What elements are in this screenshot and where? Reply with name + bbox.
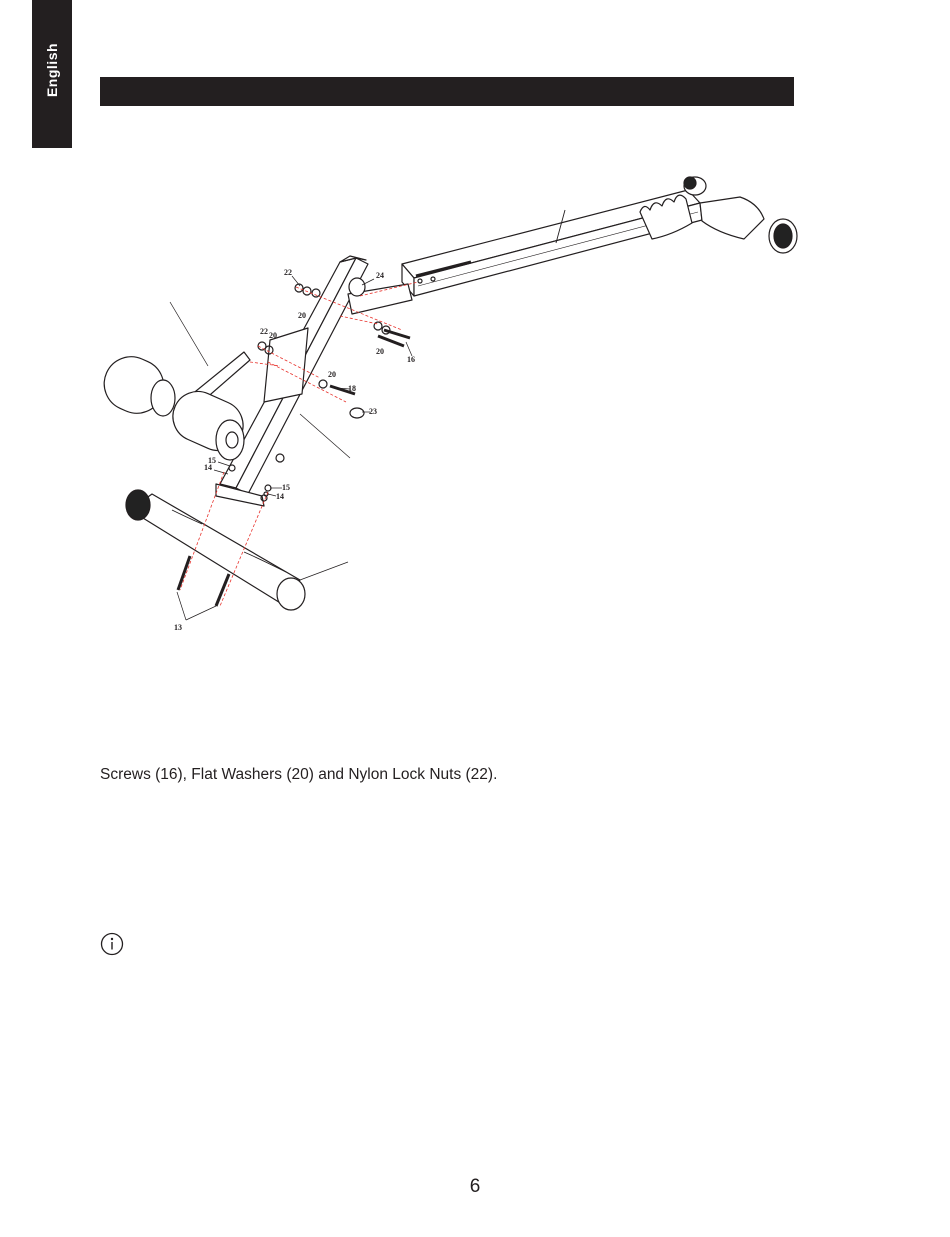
part-label: 20: [269, 331, 277, 340]
part-label: 16: [407, 355, 415, 364]
part-label: 13: [174, 623, 182, 632]
instruction-text: Screws (16), Flat Washers (20) and Nylon Lock Nuts (22).: [100, 766, 498, 783]
part-label: 20: [328, 370, 336, 379]
part-label: 23: [369, 407, 377, 416]
base-tube: [126, 490, 305, 610]
upright-post: [216, 256, 412, 506]
part-label: 15: [208, 456, 216, 465]
language-tab: [32, 0, 72, 148]
page-number: 6: [469, 1176, 481, 1197]
part-label: 20: [298, 311, 306, 320]
assembly-diagram: [90, 160, 820, 650]
part-label: 14: [204, 463, 212, 472]
language-label: English: [44, 42, 60, 98]
leg-roller-assembly: [96, 348, 251, 460]
upper-frame-tube: [402, 177, 797, 296]
section-title-bar: [100, 77, 794, 106]
part-label: 20: [376, 347, 384, 356]
part-label: 18: [348, 384, 356, 393]
part-label: 15: [282, 483, 290, 492]
part-label: 22: [284, 268, 292, 277]
part-label: 14: [276, 492, 284, 501]
part-label: 24: [376, 271, 384, 280]
info-icon: [100, 932, 124, 956]
part-label: 22: [260, 327, 268, 336]
